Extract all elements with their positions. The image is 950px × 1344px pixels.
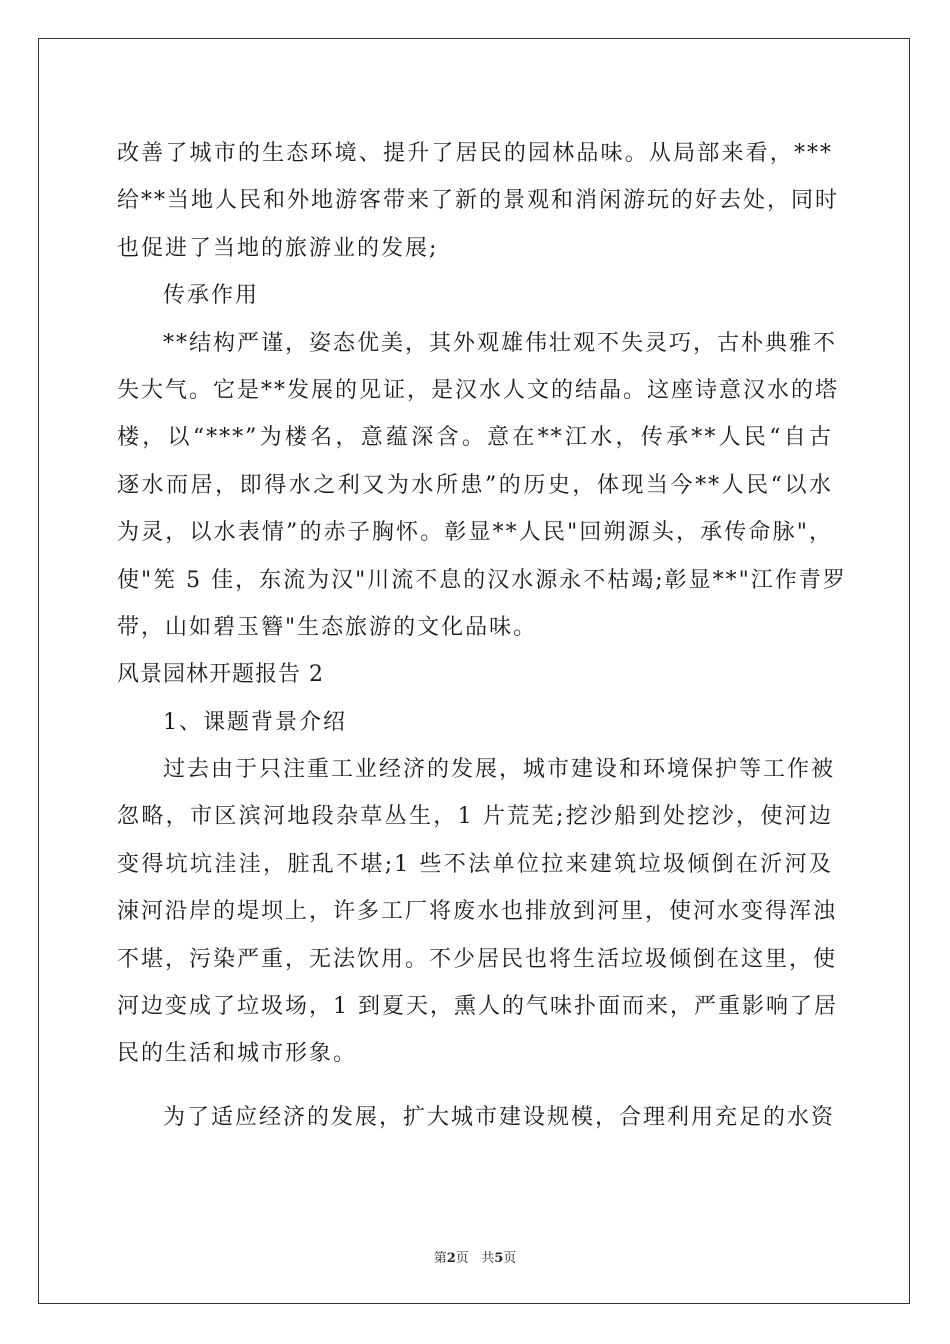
- paragraph-line: **结构严谨，姿态优美，其外观雄伟壮观不失灵巧，古朴典雅不: [163, 330, 838, 356]
- paragraph-line: 变得坑坑洼洼，脏乱不堪;1 些不法单位拉来建筑垃圾倾倒在沂河及: [117, 851, 833, 877]
- paragraph-line: 失大气。它是**发展的见证，是汉水人文的结晶。这座诗意汉水的塔: [117, 377, 840, 403]
- report-heading: 风景园林开题报告 2: [117, 662, 324, 688]
- total-pages: 5: [494, 1251, 504, 1266]
- paragraph-line: 不堪，污染严重，无法饮用。不少居民也将生活垃圾倾倒在这里，使: [117, 946, 838, 972]
- paragraph-line: 使"筅 5 佳，东流为汉"川流不息的汉水源永不枯竭;彰显**"江作青罗: [117, 567, 847, 593]
- paragraph-line: 为了适应经济的发展，扩大城市建设规模，合理利用充足的水资: [163, 1104, 836, 1130]
- page-prefix: 第: [433, 1251, 447, 1266]
- total-prefix: 共: [481, 1251, 495, 1266]
- paragraph-line: 带，山如碧玉簪"生态旅游的文化品味。: [117, 614, 538, 640]
- paragraph-line: 过去由于只注重工业经济的发展，城市建设和环境保护等工作被: [163, 757, 836, 783]
- paragraph-line: 为灵，以水表情”的赤子胸怀。彰显**人民"回朔源头，承传命脉"，: [117, 520, 833, 546]
- paragraph-line: 忽略，市区滨河地段杂草丛生，1 片荒芜;挖沙船到处挖沙，使河边: [117, 804, 833, 830]
- page-number: 2: [446, 1251, 456, 1266]
- paragraph-line: 逐水而居，即得水之利又为水所患”的历史，体现当今**人民“以水: [117, 472, 833, 498]
- paragraph-line: 也促进了当地的旅游业的发展;: [117, 235, 439, 261]
- page-footer: [0, 1247, 950, 1266]
- document-body: [117, 130, 847, 1141]
- section-subheading: 传承作用: [163, 283, 260, 309]
- paragraph-line: 改善了城市的生态环境、提升了居民的园林品味。从局部来看，***: [117, 141, 833, 166]
- paragraph-line: 给**当地人民和外地游客带来了新的景观和消闲游玩的好去处，同时: [117, 188, 840, 214]
- total-suffix: 页: [503, 1251, 517, 1266]
- paragraph-line: 民的生活和城市形象。: [117, 1041, 358, 1067]
- paragraph-line: 涑河沿岸的堤坝上，许多工厂将废水也排放到河里，使河水变得浑浊: [117, 899, 838, 925]
- paragraph-line: 楼，以“***”为楼名，意蕴深含。意在**江水，传承**人民“自古: [117, 425, 833, 451]
- page-suffix: 页: [455, 1251, 469, 1266]
- paragraph-line: 河边变成了垃圾场，1 到夏天，熏人的气味扑面而来，严重影响了居: [117, 994, 838, 1020]
- section-subheading: 1、课题背景介绍: [163, 709, 347, 735]
